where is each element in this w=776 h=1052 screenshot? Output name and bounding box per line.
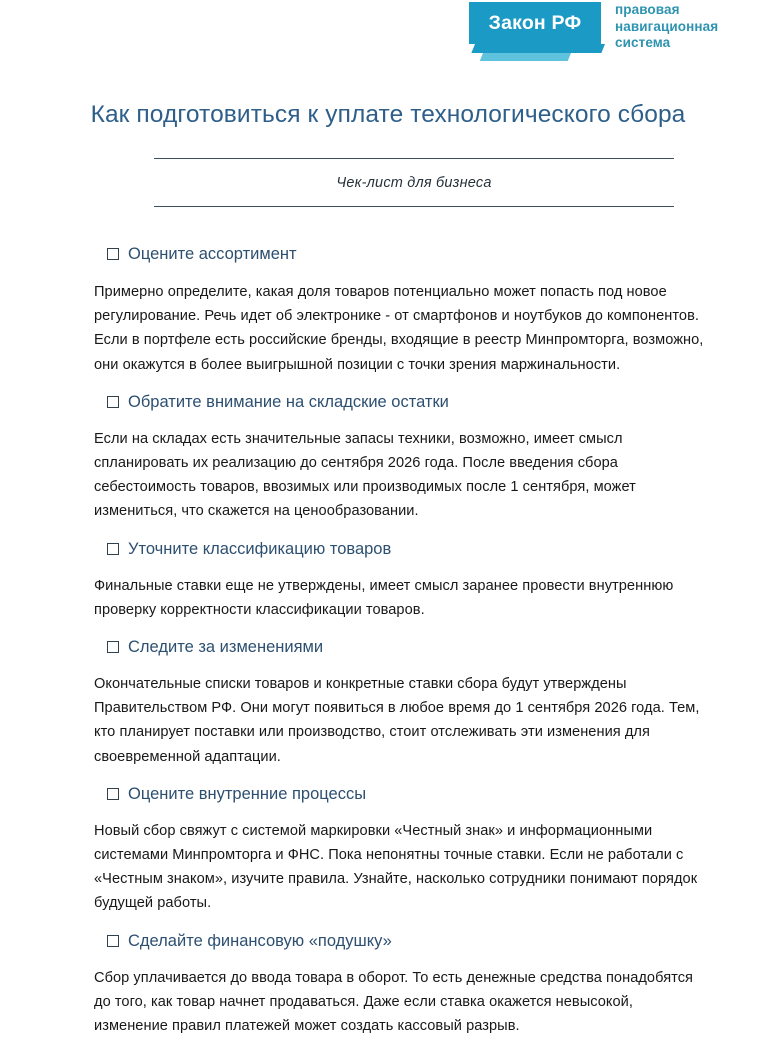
checkbox-icon[interactable] bbox=[107, 641, 119, 653]
logo-badge-text: Закон РФ bbox=[488, 11, 582, 34]
checkbox-icon[interactable] bbox=[107, 248, 119, 260]
checklist-item-label: Оцените ассортимент bbox=[128, 245, 297, 263]
brand-logo bbox=[469, 2, 765, 64]
checklist-item-heading bbox=[94, 783, 710, 805]
checklist-item bbox=[94, 636, 710, 769]
checklist-item bbox=[94, 391, 710, 524]
logo-swoosh-upper-icon bbox=[471, 44, 605, 53]
checklist-item-body: Примерно определите, какая доля товаров потенциально может попасть под новое регулирование. Речь идет об электронике - от смартфонов и ноутбуков до компонентов. Если в портфеле есть российские бренды, входящие в реестр Минпромторга, возможно, они окажутся в более выигрышной позиции с точки зрения маржинальности. bbox=[94, 284, 704, 373]
logo-badge bbox=[469, 2, 601, 44]
checklist-item-heading bbox=[94, 930, 710, 952]
logo-tagline-line-1: правовая bbox=[615, 2, 680, 17]
checklist-item-label: Обратите внимание на складские остатки bbox=[128, 392, 449, 411]
divider-bottom bbox=[154, 206, 674, 207]
logo-tagline-line-3: система bbox=[615, 35, 671, 50]
checklist-item bbox=[94, 930, 710, 1039]
checklist-item-heading bbox=[94, 636, 710, 658]
subtitle-band bbox=[154, 158, 674, 207]
checklist-item-body: Новый сбор свяжут с системой маркировки «Честный знак» и информационными системами Минпромторга и ФНС. Пока непонятны точные ставки. Если не работали с «Честным знаком», изучите правила. Узнайте, насколько сотрудники понимают порядок будущей работы. bbox=[94, 822, 698, 912]
checklist-item-label: Уточните классификацию товаров bbox=[128, 539, 392, 558]
checklist bbox=[94, 243, 710, 1052]
checklist-item-body: Финальные ставки еще не утверждены, имеет смысл заранее провести внутреннюю проверку корректности классификации товаров. bbox=[94, 577, 674, 618]
checklist-item-body: Сбор уплачивается до ввода товара в оборот. То есть денежные средства понадобятся до того, как товар начнет продаваться. Даже если ставка окажется невысокой, изменение правил платежей может создать кассовый разрыв. bbox=[94, 969, 694, 1035]
checklist-item-label: Оцените внутренние процессы bbox=[128, 784, 367, 803]
checklist-item bbox=[94, 243, 710, 377]
checklist-item-body: Если на складах есть значительные запасы техники, возможно, имеет смысл спланировать их реализацию до сентября 2026 года. После введения сбора себестоимость товаров, ввозимых или производимых после 1 сентября, может измениться, что скажется на ценообразовании. bbox=[94, 430, 636, 520]
checklist-item bbox=[94, 538, 710, 622]
checklist-item-body: Окончательные списки товаров и конкретные ставки сбора будут утверждены Правительством РФ. Они могут появиться в любое время до 1 сентября 2026 года. Тем, кто планирует поставки или производство, стоит отслеживать эти изменения для своевременной адаптации. bbox=[94, 676, 700, 765]
logo-tagline bbox=[615, 2, 765, 52]
checkbox-icon[interactable] bbox=[107, 788, 119, 800]
checklist-item-label: Сделайте финансовую «подушку» bbox=[128, 931, 392, 950]
checkbox-icon[interactable] bbox=[107, 396, 119, 408]
checklist-item-heading bbox=[94, 243, 710, 265]
checklist-item-heading bbox=[94, 391, 710, 413]
checkbox-icon[interactable] bbox=[107, 935, 119, 947]
checklist-item-label: Следите за изменениями bbox=[128, 638, 324, 657]
checklist-item-heading bbox=[94, 538, 710, 560]
page-title: Как подготовиться к уплате технологического сбора bbox=[90, 101, 686, 128]
checklist-item bbox=[94, 783, 710, 916]
checkbox-icon[interactable] bbox=[107, 543, 119, 555]
logo-swoosh-lower-icon bbox=[480, 53, 571, 61]
page-subtitle: Чек-лист для бизнеса bbox=[336, 175, 492, 191]
document-header bbox=[0, 0, 776, 72]
logo-tagline-line-2: навигационная bbox=[615, 18, 719, 34]
